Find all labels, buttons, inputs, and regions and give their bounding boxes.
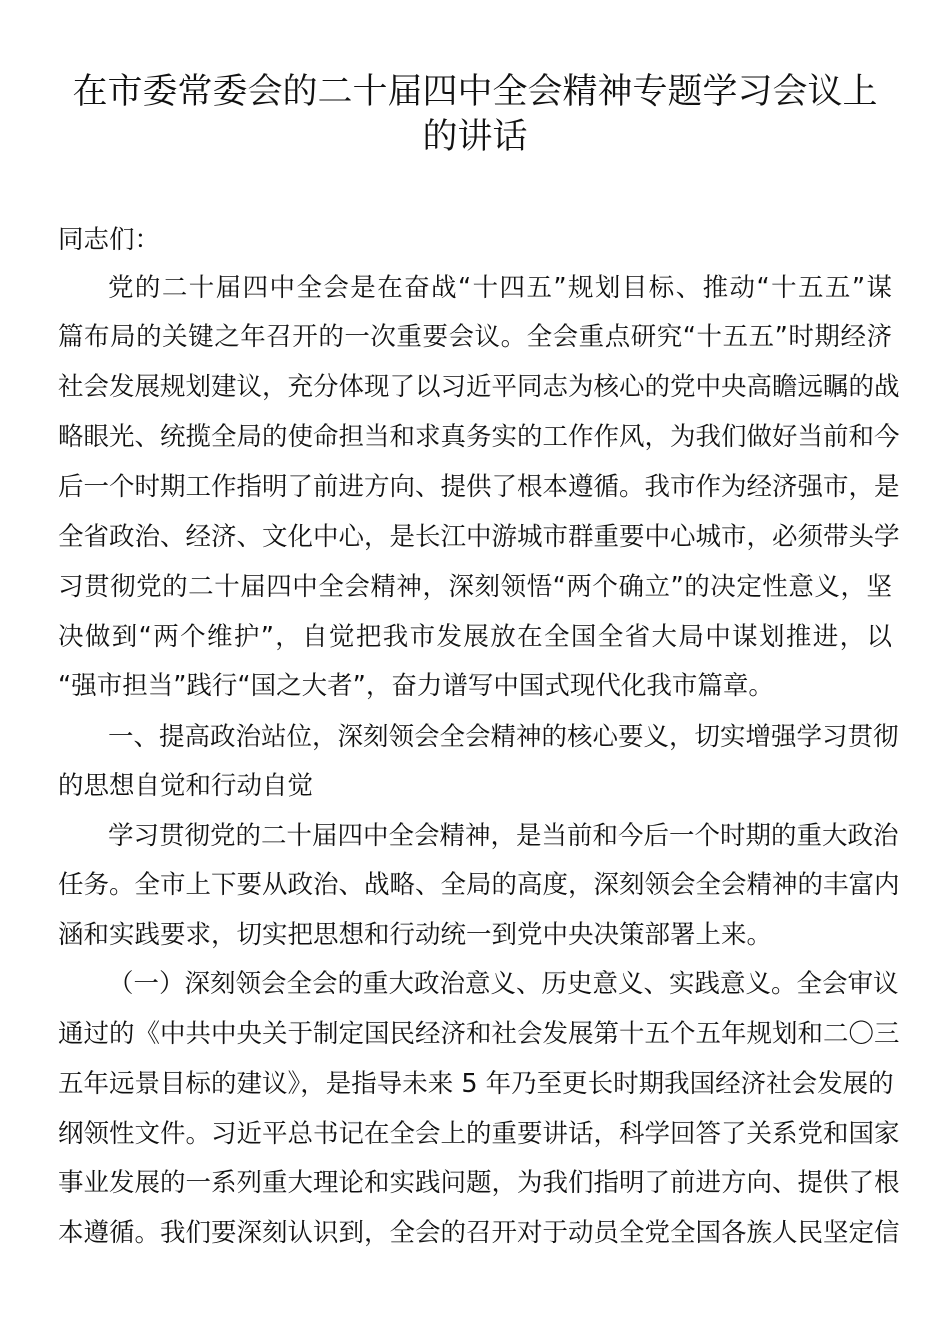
paragraph-line: 决做到“两个维护”，自觉把我市发展放在全国全省大局中谋划推进，以 xyxy=(58,622,892,652)
paragraph-line: 篇布局的关键之年召开的一次重要会议。全会重点研究“十五五”时期经济 xyxy=(58,322,892,352)
salutation: 同志们： xyxy=(58,225,161,255)
paragraph-line: 纲领性文件。习近平总书记在全会上的重要讲话，科学回答了关系党和国家 xyxy=(58,1119,900,1149)
paragraph-line: 本遵循。我们要深刻认识到，全会的召开对于动员全党全国各族人民坚定信 xyxy=(58,1218,900,1248)
section-heading-line: 一、提高政治站位，深刻领会全会精神的核心要义，切实增强学习贯彻 xyxy=(108,722,899,752)
paragraph-line: 党的二十届四中全会是在奋战“十四五”规划目标、推动“十五五”谋 xyxy=(108,273,892,303)
paragraph-line: 五年远景目标的建议》，是指导未来 5 年乃至更长时期我国经济社会发展的 xyxy=(58,1069,894,1099)
paragraph-line: 事业发展的一系列重大理论和实践问题，为我们指明了前进方向、提供了根 xyxy=(58,1168,900,1198)
paragraph-line: 略眼光、统揽全局的使命担当和求真务实的工作作风，为我们做好当前和今 xyxy=(58,422,900,452)
paragraph-line: “强市担当”践行“国之大者”，奋力谱写中国式现代化我市篇章。 xyxy=(58,671,774,701)
paragraph-line: 全省政治、经济、文化中心，是长江中游城市群重要中心城市，必须带头学 xyxy=(58,522,900,552)
section-heading-line: 的思想自觉和行动自觉 xyxy=(58,771,314,801)
paragraph-line: 后一个时期工作指明了前进方向、提供了根本遵循。我市作为经济强市，是 xyxy=(58,472,900,502)
document-title-line-2: 的讲话 xyxy=(422,117,528,157)
paragraph-line: 习贯彻党的二十届四中全会精神，深刻领悟“两个确立”的决定性意义，坚 xyxy=(58,572,892,602)
paragraph-line: 通过的《中共中央关于制定国民经济和社会发展第十五个五年规划和二〇三 xyxy=(58,1019,900,1049)
paragraph-line: 学习贯彻党的二十届四中全会精神，是当前和今后一个时期的重大政治 xyxy=(108,821,899,851)
paragraph-line: 社会发展规划建议，充分体现了以习近平同志为核心的党中央高瞻远瞩的战 xyxy=(58,372,900,402)
paragraph-line: 任务。全市上下要从政治、战略、全局的高度，深刻领会全会精神的丰富内 xyxy=(58,870,900,900)
subsection-line: （一）深刻领会全会的重大政治意义、历史意义、实践意义。全会审议 xyxy=(108,969,899,999)
document-title-line-1: 在市委常委会的二十届四中全会精神专题学习会议上 xyxy=(72,72,878,112)
paragraph-line: 涵和实践要求，切实把思想和行动统一到党中央决策部署上来。 xyxy=(58,920,773,950)
